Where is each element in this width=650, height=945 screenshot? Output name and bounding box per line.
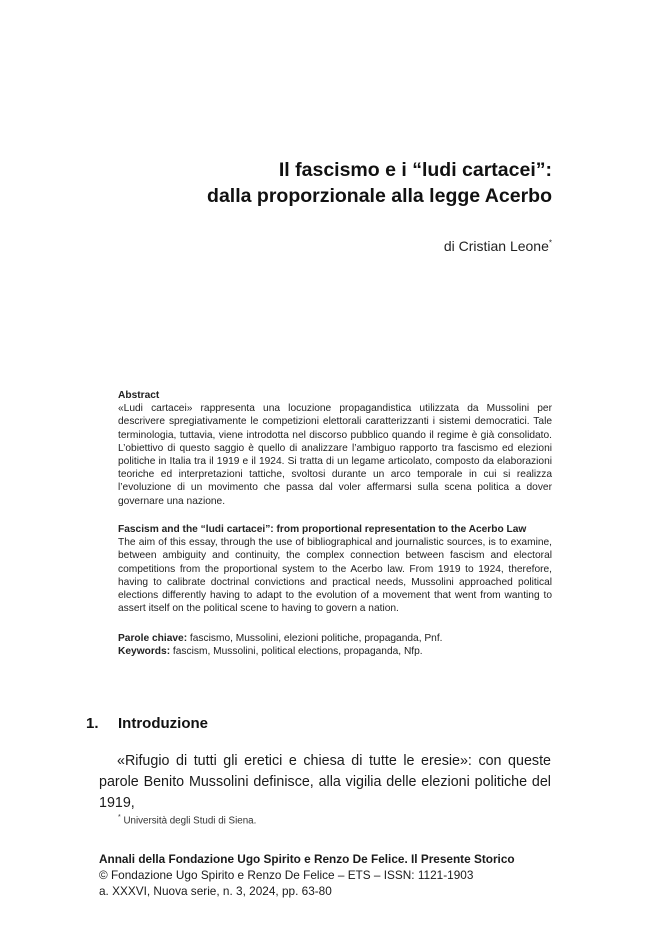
footnote-mark: * xyxy=(118,814,121,821)
abstract-english-text: The aim of this essay, through the use of bibliographical and journalistic sources, is to examine, between ambiguity and continuity, the complex connection between fascism and electoral competitions from the proportional system to the Acerbo law. From 1919 to 1924, therefore, having to calibrate doctrinal convictions and practical needs, Mussolini approached political elections differently having to adapt to the evolution of a movement that went from wanting to assert itself on the political scene to having to govern a nation. xyxy=(118,537,552,615)
keywords-italian-text: fascismo, Mussolini, elezioni politiche, propaganda, Pnf. xyxy=(187,633,443,644)
journal-info xyxy=(99,851,515,899)
title-line-1: Il fascismo e i “ludi cartacei”: xyxy=(278,159,552,181)
footnote-text: Università degli Studi di Siena. xyxy=(120,815,257,827)
journal-issue: a. XXXVI, Nuova serie, n. 3, 2024, pp. 63-80 xyxy=(99,884,332,898)
keywords-block xyxy=(118,632,552,658)
keywords-italian xyxy=(118,632,552,645)
author-footnote-mark: * xyxy=(548,238,552,248)
body-paragraph: «Rifugio di tutti gli eretici e chiesa di tutte le eresie»: con queste parole Benito Mussolini definisce, alla vigilia delle elezioni politiche del 1919, xyxy=(99,753,551,811)
section-title: Introduzione xyxy=(118,715,208,732)
author-name: di Cristian Leone xyxy=(443,238,549,254)
abstract-italian xyxy=(118,389,552,508)
author-line xyxy=(444,238,552,254)
abstract-english-heading: Fascism and the “ludi cartacei”: from proportional representation to the Acerbo Law xyxy=(118,524,527,535)
abstract-english xyxy=(118,523,552,615)
title-line-2: dalla proporzionale alla legge Acerbo xyxy=(207,185,552,207)
keywords-english xyxy=(118,645,552,658)
abstract-text: «Ludi cartacei» rappresenta una locuzione propagandistica utilizzata da Mussolini per descrivere spregiativamente le competizioni elettorali caratterizzanti i sistemi democratici. Tale terminologia, tuttavia, viene introdotta nel discorso pubblico quando il regime è già consolidato. L’obiettivo di questo saggio è quello di analizzare l’ambiguo rapporto tra fascismo ed elezioni politiche in Italia tra il 1919 e il 1924. Si tratta di un legame articolato, composto da elaborazioni teoriche ed interpretazioni tattiche, svoltosi durante un arco temporale in cui si realizza l’evoluzione di un movimento che passa dal voler affermarsi sulla scena politica a dover governare una nazione. xyxy=(118,403,552,507)
keywords-english-label: Keywords: xyxy=(118,646,171,658)
article-title xyxy=(207,157,552,209)
keywords-italian-label: Parole chiave: xyxy=(118,633,188,644)
footnote xyxy=(118,814,256,826)
journal-copyright: © Fondazione Ugo Spirito e Renzo De Felice – ETS – ISSN: 1121-1903 xyxy=(99,868,474,882)
keywords-english-text: fascism, Mussolini, political elections, propaganda, Nfp. xyxy=(170,646,423,658)
journal-title: Annali della Fondazione Ugo Spirito e Renzo De Felice. Il Presente Storico xyxy=(99,852,515,866)
section-number: 1. xyxy=(86,715,99,732)
abstract-heading: Abstract xyxy=(118,390,160,401)
section-heading xyxy=(86,715,208,732)
